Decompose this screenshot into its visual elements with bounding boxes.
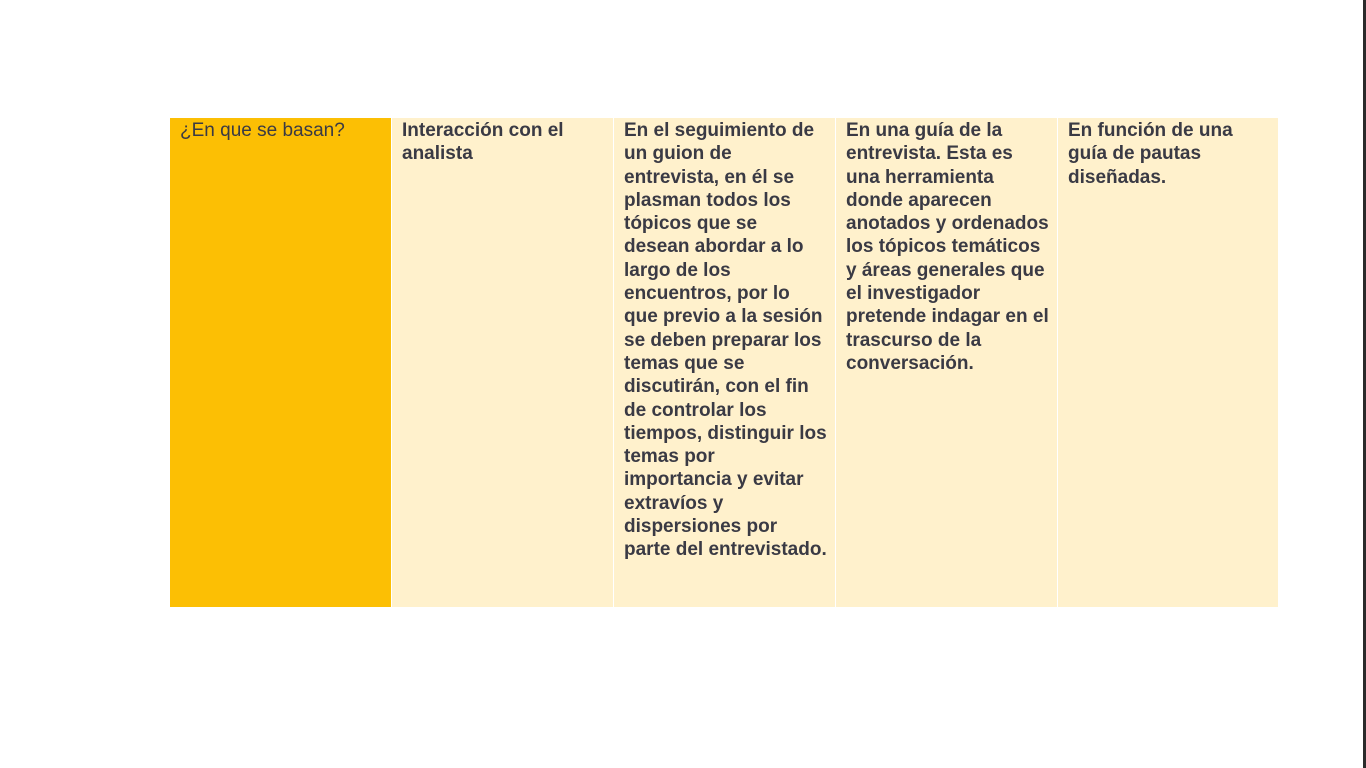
table-cell-2: En el seguimiento de un guion de entrevista, en él se plasman todos los tópicos que se desean abordar a lo largo de los encuentros, por lo que previo a la sesión se deben preparar los temas que se discutirán, con el fin de controlar los tiempos, distinguir los temas por importancia y evitar extravíos y dispersiones por parte del entrevistado. bbox=[614, 118, 835, 607]
table-cell-1: Interacción con el analista bbox=[392, 118, 613, 607]
comparison-table-row bbox=[170, 118, 1278, 607]
table-cell-3: En una guía de la entrevista. Esta es una herramienta donde aparecen anotados y ordenados los tópicos temáticos y áreas generales que el investigador pretende indagar en el trascurso de la conversación. bbox=[836, 118, 1057, 607]
table-cell-4: En función de una guía de pautas diseñadas. bbox=[1058, 118, 1278, 607]
row-header-cell: ¿En que se basan? bbox=[170, 118, 391, 607]
